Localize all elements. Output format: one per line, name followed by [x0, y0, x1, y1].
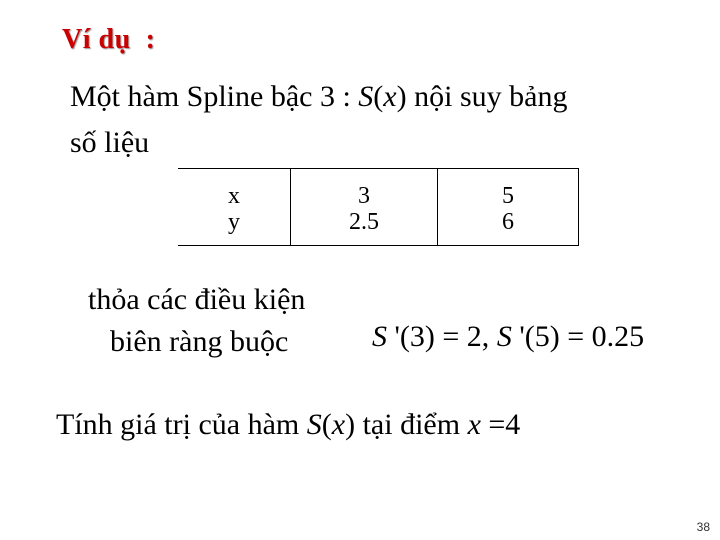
- function-x: x: [383, 80, 397, 113]
- table-cell: y: [178, 209, 291, 246]
- table-row-x: [178, 169, 579, 210]
- intro-prefix: Một hàm Spline bậc 3 :: [70, 80, 359, 113]
- table-row-y: [178, 209, 579, 246]
- table-cell: x: [178, 169, 291, 210]
- formula-s-2: S: [496, 320, 512, 353]
- question-var-x: x: [467, 408, 481, 441]
- question-mid: ) tại điểm: [345, 408, 468, 441]
- intro-line-2: số liệu: [70, 126, 150, 159]
- boundary-formula: [372, 322, 644, 352]
- data-table: [178, 168, 579, 246]
- page-number: 38: [696, 520, 710, 534]
- question-function-s: S: [306, 408, 322, 441]
- question-function-x: x: [331, 408, 346, 441]
- question-suffix: =4: [480, 408, 521, 441]
- formula-part-2: '(5) = 0.25: [511, 320, 645, 353]
- example-title: Ví dụ :: [62, 24, 156, 55]
- question-prefix: Tính giá trị của hàm: [56, 408, 307, 441]
- question-line: [56, 410, 520, 440]
- table-cell: 2.5: [291, 209, 438, 246]
- conditions-line-1: thỏa các điều kiện: [88, 283, 306, 316]
- conditions-line-2: biên ràng buộc: [110, 325, 289, 358]
- intro-suffix: ) nội suy bảng: [396, 80, 568, 113]
- function-s: S: [358, 80, 374, 113]
- question-paren-open: (: [321, 408, 332, 441]
- table-cell: 3: [291, 169, 438, 210]
- table-cell: 6: [438, 209, 579, 246]
- intro-line-1: [70, 82, 567, 112]
- formula-part-1: '(3) = 2,: [387, 320, 497, 353]
- table-cell: 5: [438, 169, 579, 210]
- paren-open: (: [373, 80, 384, 113]
- formula-s-1: S: [372, 320, 387, 353]
